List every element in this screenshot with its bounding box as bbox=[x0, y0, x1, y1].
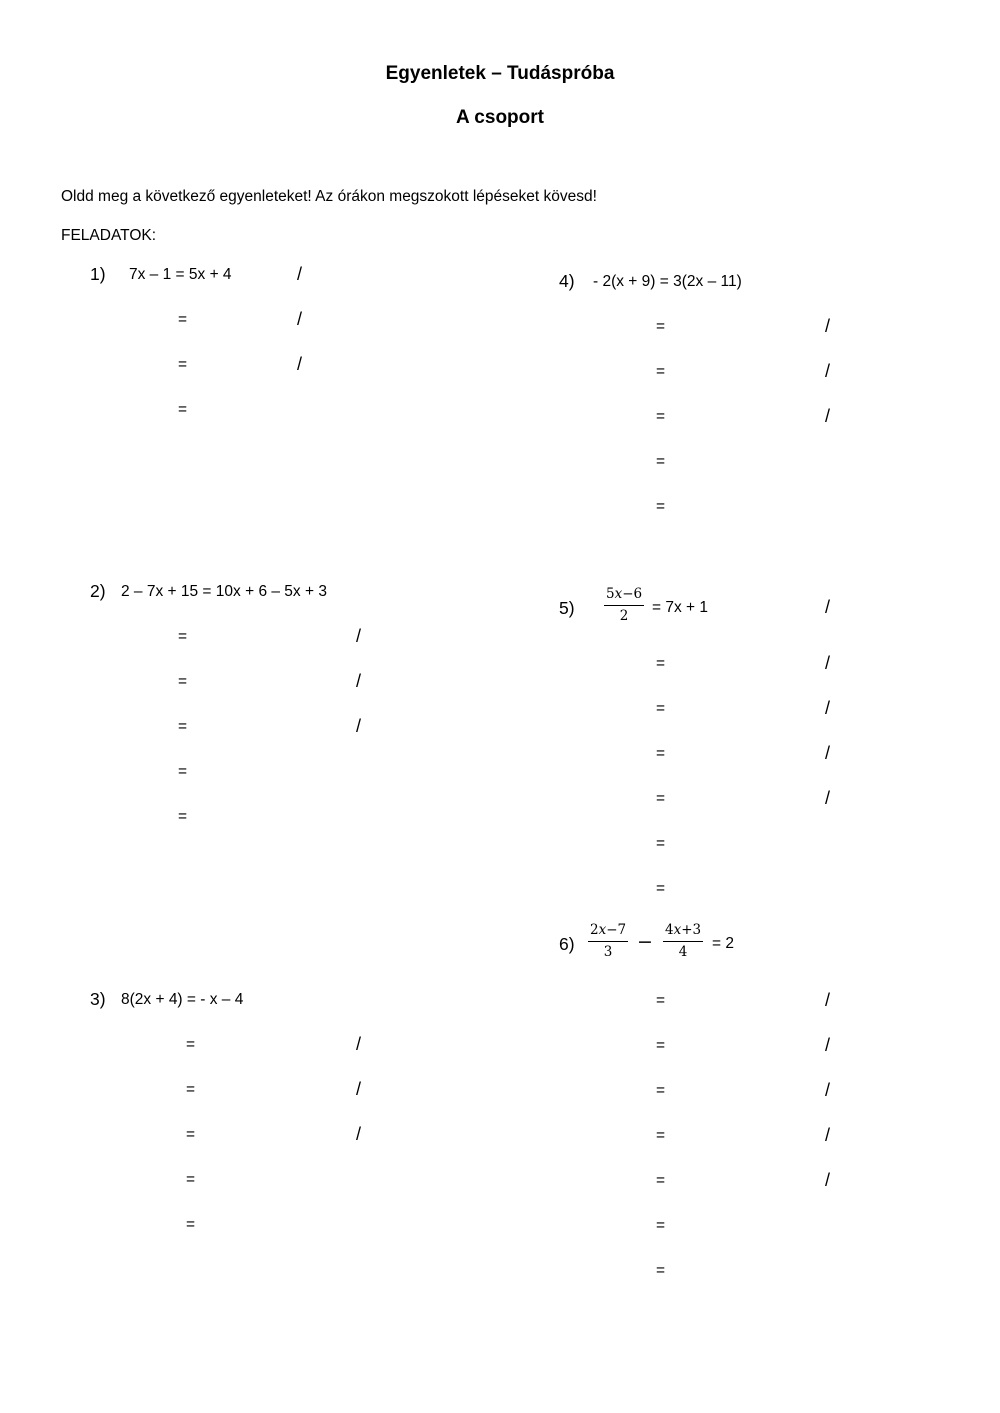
step-slash: / bbox=[825, 361, 831, 381]
step-equals: = bbox=[656, 992, 666, 1009]
task-equation-rhs: = 7x + 1 bbox=[652, 599, 709, 616]
fraction-denominator: 2 bbox=[619, 607, 629, 624]
step-equals: = bbox=[186, 1171, 196, 1188]
task-number: 5) bbox=[559, 598, 575, 618]
step-slash: / bbox=[825, 698, 831, 718]
step-slash: / bbox=[356, 1079, 362, 1099]
step-slash: / bbox=[297, 309, 303, 329]
step-equals: = bbox=[656, 1262, 666, 1279]
step-equals: = bbox=[656, 1082, 666, 1099]
step-equals: = bbox=[178, 718, 188, 735]
fraction-numerator: 5x−6 bbox=[604, 588, 644, 606]
step-slash: / bbox=[356, 1124, 362, 1144]
fraction-1 bbox=[588, 924, 628, 959]
step-slash: / bbox=[356, 716, 362, 736]
step-slash: / bbox=[297, 264, 303, 284]
task-number: 1) bbox=[90, 264, 106, 284]
task-equation: 7x – 1 = 5x + 4 bbox=[129, 266, 232, 283]
step-equals: = bbox=[178, 628, 188, 645]
task-number: 4) bbox=[559, 271, 575, 291]
step-equals: = bbox=[186, 1081, 196, 1098]
step-equals: = bbox=[656, 790, 666, 807]
task-number: 6) bbox=[559, 934, 575, 954]
fraction-2 bbox=[663, 924, 703, 959]
worksheet-title: Egyenletek – Tudáspróba bbox=[385, 63, 615, 84]
step-equals: = bbox=[178, 311, 188, 328]
step-slash: / bbox=[825, 990, 831, 1010]
step-slash: / bbox=[356, 671, 362, 691]
step-equals: = bbox=[656, 363, 666, 380]
step-slash: / bbox=[356, 1034, 362, 1054]
step-equals: = bbox=[178, 356, 188, 373]
step-equals: = bbox=[656, 1037, 666, 1054]
step-equals: = bbox=[178, 808, 188, 825]
step-slash: / bbox=[825, 1080, 831, 1100]
step-equals: = bbox=[656, 318, 666, 335]
step-equals: = bbox=[178, 673, 188, 690]
step-equals: = bbox=[656, 498, 666, 515]
step-equals: = bbox=[656, 835, 666, 852]
step-slash: / bbox=[825, 743, 831, 763]
task-equation: - 2(x + 9) = 3(2x – 11) bbox=[593, 273, 742, 290]
step-equals: = bbox=[656, 1127, 666, 1144]
fraction-denominator: 3 bbox=[603, 943, 613, 960]
task-equation: 8(2x + 4) = - x – 4 bbox=[121, 991, 244, 1008]
step-slash: / bbox=[297, 354, 303, 374]
step-equals: = bbox=[656, 408, 666, 425]
step-equals: = bbox=[178, 763, 188, 780]
step-equals: = bbox=[178, 401, 188, 418]
step-slash: / bbox=[356, 626, 362, 646]
step-equals: = bbox=[656, 1217, 666, 1234]
step-slash: / bbox=[825, 1035, 831, 1055]
step-equals: = bbox=[186, 1036, 196, 1053]
fraction bbox=[604, 588, 644, 623]
step-slash: / bbox=[825, 406, 831, 426]
step-equals: = bbox=[656, 880, 666, 897]
step-equals: = bbox=[186, 1216, 196, 1233]
step-slash: / bbox=[825, 316, 831, 336]
fraction-numerator: 2x−7 bbox=[588, 924, 628, 942]
fraction-denominator: 4 bbox=[678, 943, 688, 960]
step-slash: / bbox=[825, 653, 831, 673]
step-equals: = bbox=[656, 745, 666, 762]
step-equals: = bbox=[186, 1126, 196, 1143]
task-equation: 2 – 7x + 15 = 10x + 6 – 5x + 3 bbox=[121, 583, 327, 600]
instructions: Oldd meg a következő egyenleteket! Az órákon megszokott lépéseket kövesd! bbox=[61, 188, 597, 205]
group-label: A csoport bbox=[456, 107, 544, 128]
fraction-numerator: 4x+3 bbox=[663, 924, 703, 942]
task-equation-rhs: = 2 bbox=[712, 935, 734, 952]
step-equals: = bbox=[656, 453, 666, 470]
step-equals: = bbox=[656, 1172, 666, 1189]
task-number: 2) bbox=[90, 581, 106, 601]
minus-sign: − bbox=[637, 931, 653, 953]
step-slash: / bbox=[825, 1170, 831, 1190]
tasks-label: FELADATOK: bbox=[61, 227, 157, 244]
step-equals: = bbox=[656, 655, 666, 672]
step-slash: / bbox=[825, 597, 831, 617]
step-slash: / bbox=[825, 1125, 831, 1145]
step-equals: = bbox=[656, 700, 666, 717]
step-slash: / bbox=[825, 788, 831, 808]
task-number: 3) bbox=[90, 989, 106, 1009]
